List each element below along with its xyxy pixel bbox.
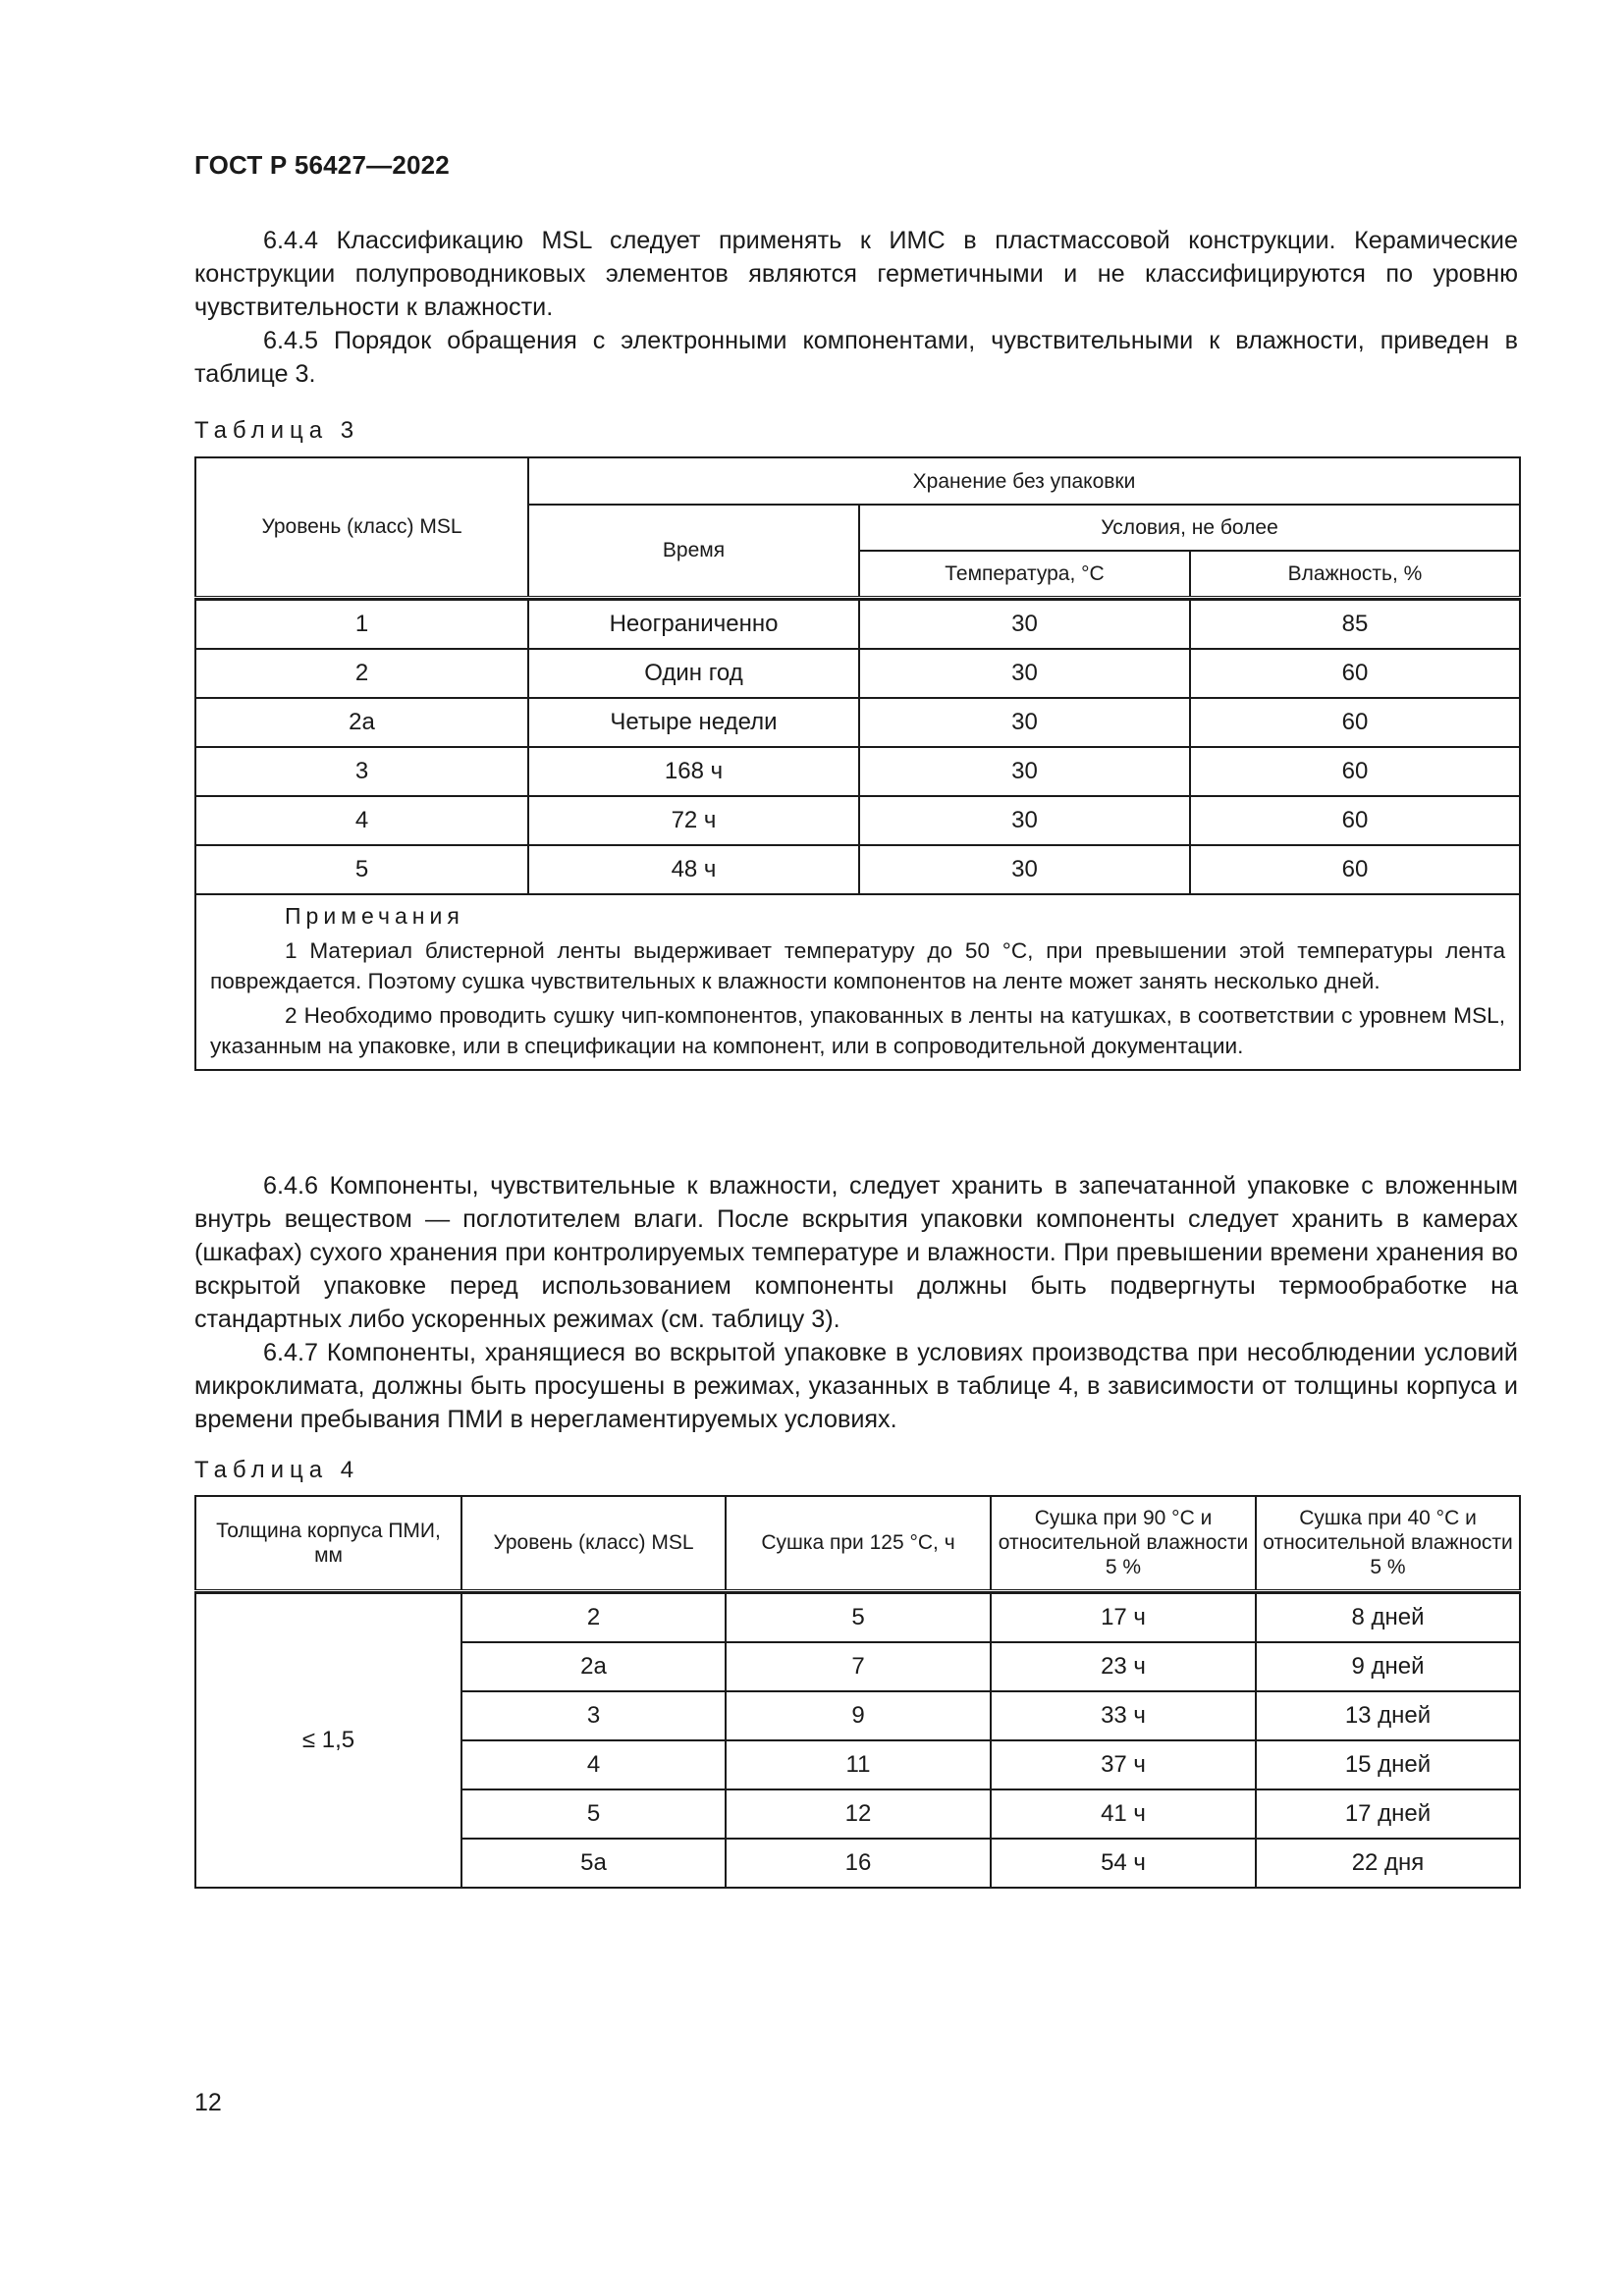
table-3-header-time: Время	[528, 505, 859, 597]
note-2	[210, 1000, 1505, 1061]
paragraph-6-4-6	[194, 1169, 1518, 1336]
table-row	[195, 1593, 1520, 1642]
table-cell: 5	[726, 1593, 991, 1642]
table-4-caption: Таблица 4	[194, 1457, 360, 1483]
paragraph-6-4-7	[194, 1336, 1518, 1436]
paragraph-6-4-5	[194, 324, 1518, 391]
table-cell: 9	[726, 1691, 991, 1740]
table-cell: 16	[726, 1839, 991, 1888]
table-3	[194, 456, 1521, 1071]
page-number: 12	[194, 2089, 222, 2116]
table-cell: 72 ч	[528, 796, 859, 845]
table-row	[195, 747, 1520, 796]
table-cell: 48 ч	[528, 845, 859, 894]
table-4	[194, 1495, 1521, 1889]
table-row	[195, 698, 1520, 747]
table-cell: 4	[195, 796, 528, 845]
table-4-header-thickness: Толщина корпуса ПМИ, мм	[195, 1496, 461, 1590]
table-cell: 15 дней	[1256, 1740, 1520, 1789]
paragraph-text: 6.4.4 Классификацию MSL следует применять к ИМС в пластмассовой конструкции. Керамические конструкции полупроводниковых элементов являются герметичными и не классифицируются по уровню чувствительности к влажности.	[194, 227, 1518, 321]
table-3-header-temperature: Температура, °С	[859, 551, 1190, 597]
notes-title: Примечания	[285, 902, 464, 929]
table-cell: 54 ч	[991, 1839, 1256, 1888]
table-cell: 13 дней	[1256, 1691, 1520, 1740]
table-cell: 60	[1190, 747, 1520, 796]
table-cell: 5	[195, 845, 528, 894]
table-cell: 5	[461, 1789, 726, 1839]
table-cell: 4	[461, 1740, 726, 1789]
table-cell-thickness: ≤ 1,5	[195, 1593, 461, 1888]
paragraph-text: 6.4.5 Порядок обращения с электронными компонентами, чувствительными к влажности, приведен в таблице 3.	[194, 327, 1518, 388]
paragraph-text: 6.4.7 Компоненты, хранящиеся во вскрытой упаковке в условиях производства при несоблюдении условий микроклимата, должны быть просушены в режимах, указанных в таблице 4, в зависимости от толщины корпуса и времени пребывания ПМИ в нерегламентируемых условиях.	[194, 1339, 1518, 1433]
note-text: 1 Материал блистерной ленты выдерживает температуру до 50 °С, при превышении этой температуры лента повреждается. Поэтому сушка чувствительных к влажности компонентов на ленте может занять несколько дней.	[210, 937, 1506, 993]
table-3-header-conditions: Условия, не более	[859, 505, 1520, 551]
table-cell: 30	[859, 796, 1190, 845]
table-cell: Четыре недели	[528, 698, 859, 747]
table-3-header-storage: Хранение без упаковки	[528, 457, 1520, 505]
table-cell: 30	[859, 698, 1190, 747]
table-row	[195, 796, 1520, 845]
table-cell: 3	[461, 1691, 726, 1740]
table-cell: 3	[195, 747, 528, 796]
table-cell: 9 дней	[1256, 1642, 1520, 1691]
table-cell: 5а	[461, 1839, 726, 1888]
table-cell: 22 дня	[1256, 1839, 1520, 1888]
table-cell: 2	[461, 1593, 726, 1642]
note-1	[210, 935, 1505, 996]
table-cell: 2а	[461, 1642, 726, 1691]
table-3-header-humidity: Влажность, %	[1190, 551, 1520, 597]
table-3-notes	[195, 894, 1520, 1070]
paragraph-text: 6.4.6 Компоненты, чувствительные к влажности, следует хранить в запечатанной упаковке с вложенным внутрь веществом — поглотителем влаги. После вскрытия упаковки компоненты следует хранить в камерах (шкафах) сухого хранения при контролируемых температуре и влажности. При превышении времени хранения во вскрытой упаковке перед использованием компоненты должны быть подвергнуты термообработке на стандартных либо ускоренных режимах (см. таблицу 3).	[194, 1172, 1518, 1333]
table-cell: 12	[726, 1789, 991, 1839]
table-cell: 2	[195, 649, 528, 698]
table-cell: 60	[1190, 698, 1520, 747]
table-cell: 30	[859, 600, 1190, 649]
table-cell: 17 дней	[1256, 1789, 1520, 1839]
table-cell: 2а	[195, 698, 528, 747]
table-4-header-dry40: Сушка при 40 °С и относительной влажности 5 %	[1256, 1496, 1520, 1590]
table-cell: 17 ч	[991, 1593, 1256, 1642]
table-row	[195, 845, 1520, 894]
table-cell: 30	[859, 747, 1190, 796]
table-cell: 23 ч	[991, 1642, 1256, 1691]
table-cell: 30	[859, 845, 1190, 894]
table-3-header-level: Уровень (класс) MSL	[195, 457, 528, 597]
table-4-header-level: Уровень (класс) MSL	[461, 1496, 726, 1590]
table-cell: 7	[726, 1642, 991, 1691]
table-cell: 85	[1190, 600, 1520, 649]
table-cell: Один год	[528, 649, 859, 698]
paragraph-6-4-4	[194, 224, 1518, 324]
table-cell: 168 ч	[528, 747, 859, 796]
table-cell: 60	[1190, 649, 1520, 698]
table-cell: 60	[1190, 796, 1520, 845]
table-cell: 1	[195, 600, 528, 649]
table-cell: 33 ч	[991, 1691, 1256, 1740]
table-cell: 60	[1190, 845, 1520, 894]
table-4-header-dry125: Сушка при 125 °С, ч	[726, 1496, 991, 1590]
table-row	[195, 600, 1520, 649]
table-3-caption: Таблица 3	[194, 417, 360, 444]
table-4-header-dry90: Сушка при 90 °С и относительной влажности 5 %	[991, 1496, 1256, 1590]
table-row	[195, 649, 1520, 698]
table-cell: 8 дней	[1256, 1593, 1520, 1642]
table-cell: 37 ч	[991, 1740, 1256, 1789]
document-header: ГОСТ Р 56427—2022	[194, 150, 450, 180]
table-cell: 41 ч	[991, 1789, 1256, 1839]
table-cell: 30	[859, 649, 1190, 698]
table-cell: Неограниченно	[528, 600, 859, 649]
table-cell: 11	[726, 1740, 991, 1789]
note-text: 2 Необходимо проводить сушку чип-компонентов, упакованных в ленты на катушках, в соответствии с уровнем MSL, указанным на упаковке, или в спецификации на компонент, или в сопроводительной документации.	[210, 1002, 1506, 1058]
